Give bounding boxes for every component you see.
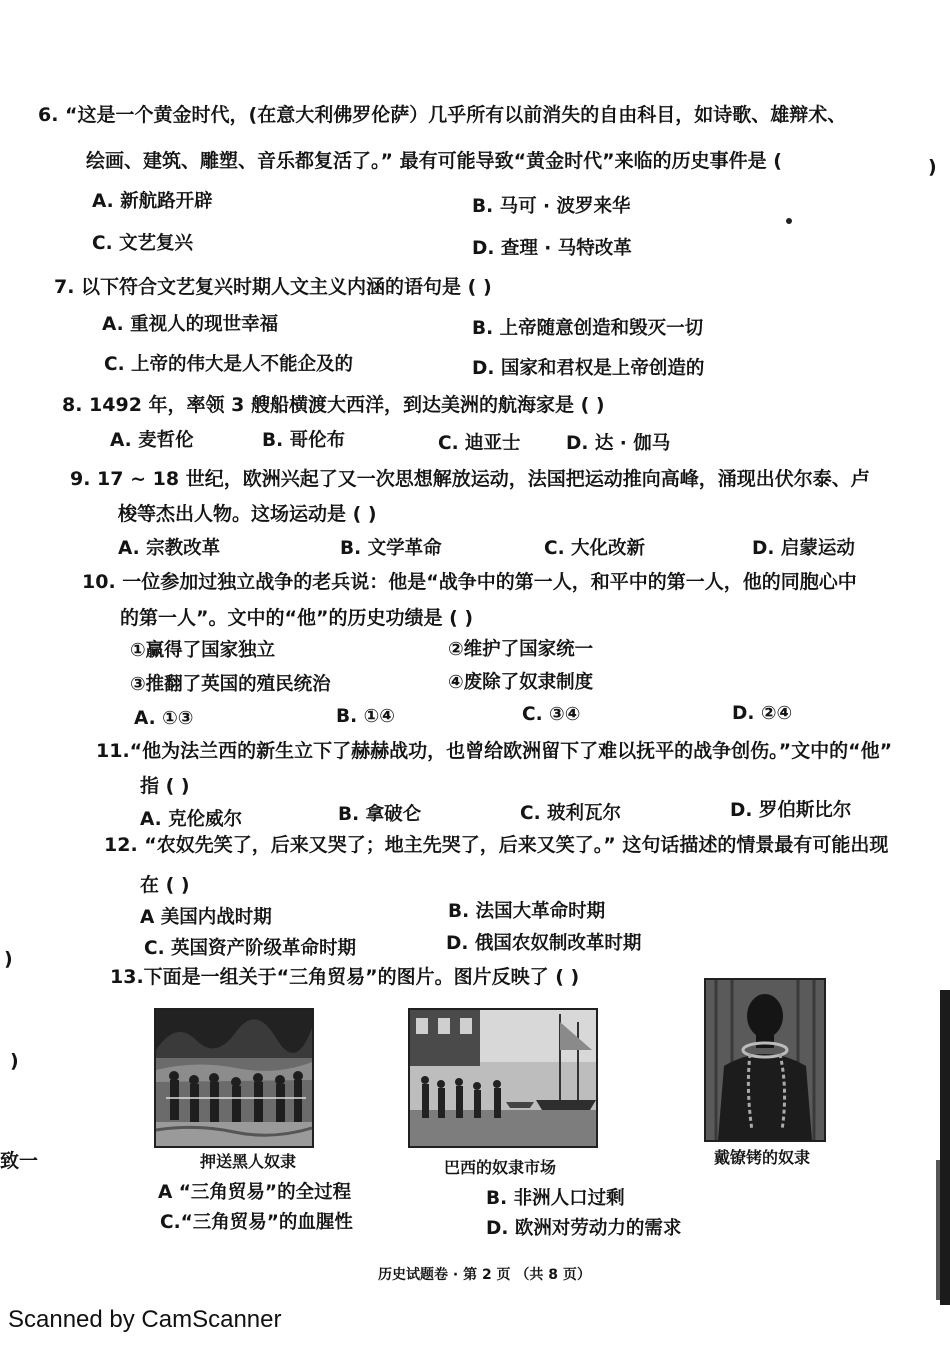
camscanner-watermark: Scanned by CamScanner [8, 1306, 282, 1333]
scan-speck [786, 218, 792, 224]
q11-option-a[interactable]: A. 克伦威尔 [140, 809, 243, 830]
brazil-slave-market-photo [408, 1008, 598, 1148]
q8-option-d[interactable]: D. 达 · 伽马 [566, 433, 671, 454]
q13-option-b[interactable]: B. 非洲人口过剩 [486, 1188, 625, 1209]
q10-statement-2: ②维护了国家统一 [448, 639, 594, 660]
q8-stem: 8. 1492 年，率领 3 艘船横渡大西洋，到达美洲的航海家是 ( ) [62, 394, 605, 416]
q7-stem: 7. 以下符合文艺复兴时期人文主义内涵的语句是 ( ) [54, 276, 492, 298]
q8-option-b[interactable]: B. 哥伦布 [262, 430, 346, 451]
q13-option-a[interactable]: A “三角贸易”的全过程 [158, 1182, 352, 1203]
q10-option-d[interactable]: D. ②④ [732, 703, 793, 724]
shackled-slave-photo [704, 978, 826, 1142]
q13-stem: 13.下面是一组关于“三角贸易”的图片。图片反映了 ( ) [110, 966, 580, 988]
page-footer: 历史试题卷 · 第 2 页 （共 8 页） [378, 1267, 591, 1283]
q7-option-b[interactable]: B. 上帝随意创造和毁灭一切 [472, 318, 704, 339]
margin-paren-1: ) [4, 948, 13, 970]
q10-option-b[interactable]: B. ①④ [336, 706, 395, 727]
q6-option-b[interactable]: B. 马可 · 波罗来华 [472, 196, 631, 217]
q12-option-b[interactable]: B. 法国大革命时期 [448, 901, 606, 922]
scan-edge-shadow [940, 990, 950, 1305]
q9-stem-line2: 梭等杰出人物。这场运动是 ( ) [118, 503, 377, 525]
q12-stem-line1: 12. “农奴先笑了，后来又哭了；地主先哭了，后来又笑了。” 这句话描述的情景最有可能出现 [104, 834, 889, 856]
q9-option-a[interactable]: A. 宗教改革 [118, 538, 221, 559]
q12-option-c[interactable]: C. 英国资产阶级革命时期 [144, 938, 357, 959]
q10-option-c[interactable]: C. ③④ [522, 704, 581, 725]
slave-escort-caption: 押送黑人奴隶 [200, 1152, 297, 1171]
shackled-slave-caption: 戴镣铐的奴隶 [714, 1148, 811, 1167]
q10-statement-3: ③推翻了英国的殖民统治 [130, 674, 331, 695]
brazil-slave-market-caption: 巴西的奴隶市场 [444, 1158, 557, 1177]
margin-text-fragment: 致一 [0, 1150, 39, 1172]
margin-paren-2: ) [10, 1050, 19, 1072]
q6-option-d[interactable]: D. 查理 · 马特改革 [472, 238, 632, 259]
q6-stem-line1: 6. “这是一个黄金时代，(在意大利佛罗伦萨）几乎所有以前消失的自由科目，如诗歌、雄辩术、 [38, 104, 847, 126]
q6-option-c[interactable]: C. 文艺复兴 [92, 233, 194, 254]
q7-option-c[interactable]: C. 上帝的伟大是人不能企及的 [104, 354, 354, 375]
q9-option-c[interactable]: C. 大化改新 [544, 538, 646, 559]
q8-option-a[interactable]: A. 麦哲伦 [110, 430, 194, 451]
q12-option-a[interactable]: A 美国内战时期 [140, 907, 272, 928]
q10-statement-4: ④废除了奴隶制度 [448, 672, 594, 693]
q10-option-a[interactable]: A. ①③ [134, 708, 194, 729]
slave-escort-photo [154, 1008, 314, 1148]
scan-edge-shadow-inner [936, 1160, 940, 1300]
q9-option-b[interactable]: B. 文学革命 [340, 538, 442, 559]
q7-option-d[interactable]: D. 国家和君权是上帝创造的 [472, 358, 705, 379]
q6-close-paren: ) [928, 156, 937, 178]
q6-stem-line2: 绘画、建筑、雕塑、音乐都复活了。” 最有可能导致“黄金时代”来临的历史事件是 ( [86, 150, 782, 172]
q12-option-d[interactable]: D. 俄国农奴制改革时期 [446, 933, 642, 954]
q8-option-c[interactable]: C. 迪亚士 [438, 433, 521, 454]
q7-option-a[interactable]: A. 重视人的现世幸福 [102, 314, 279, 335]
q11-option-c[interactable]: C. 玻利瓦尔 [520, 803, 622, 824]
q13-option-c[interactable]: C.“三角贸易”的血腥性 [160, 1212, 353, 1233]
q11-stem-line2: 指 ( ) [140, 775, 190, 797]
q9-stem-line1: 9. 17 ~ 18 世纪，欧洲兴起了又一次思想解放运动，法国把运动推向高峰，涌现出伏尔泰、卢 [70, 468, 870, 490]
q10-stem-line1: 10. 一位参加过独立战争的老兵说：他是“战争中的第一人，和平中的第一人，他的同胞心中 [82, 571, 857, 593]
q9-option-d[interactable]: D. 启蒙运动 [752, 538, 855, 559]
q11-option-b[interactable]: B. 拿破仑 [338, 804, 422, 825]
q11-option-d[interactable]: D. 罗伯斯比尔 [730, 800, 852, 821]
q10-stem-line2: 的第一人”。文中的“他”的历史功绩是 ( ) [120, 607, 474, 629]
q12-stem-line2: 在 ( ) [140, 874, 190, 896]
q13-option-d[interactable]: D. 欧洲对劳动力的需求 [486, 1218, 682, 1239]
q11-stem-line1: 11.“他为法兰西的新生立下了赫赫战功，也曾给欧洲留下了难以抚平的战争创伤。”文中的“他” [96, 740, 893, 762]
q6-option-a[interactable]: A. 新航路开辟 [92, 191, 213, 212]
q10-statement-1: ①赢得了国家独立 [130, 640, 276, 661]
